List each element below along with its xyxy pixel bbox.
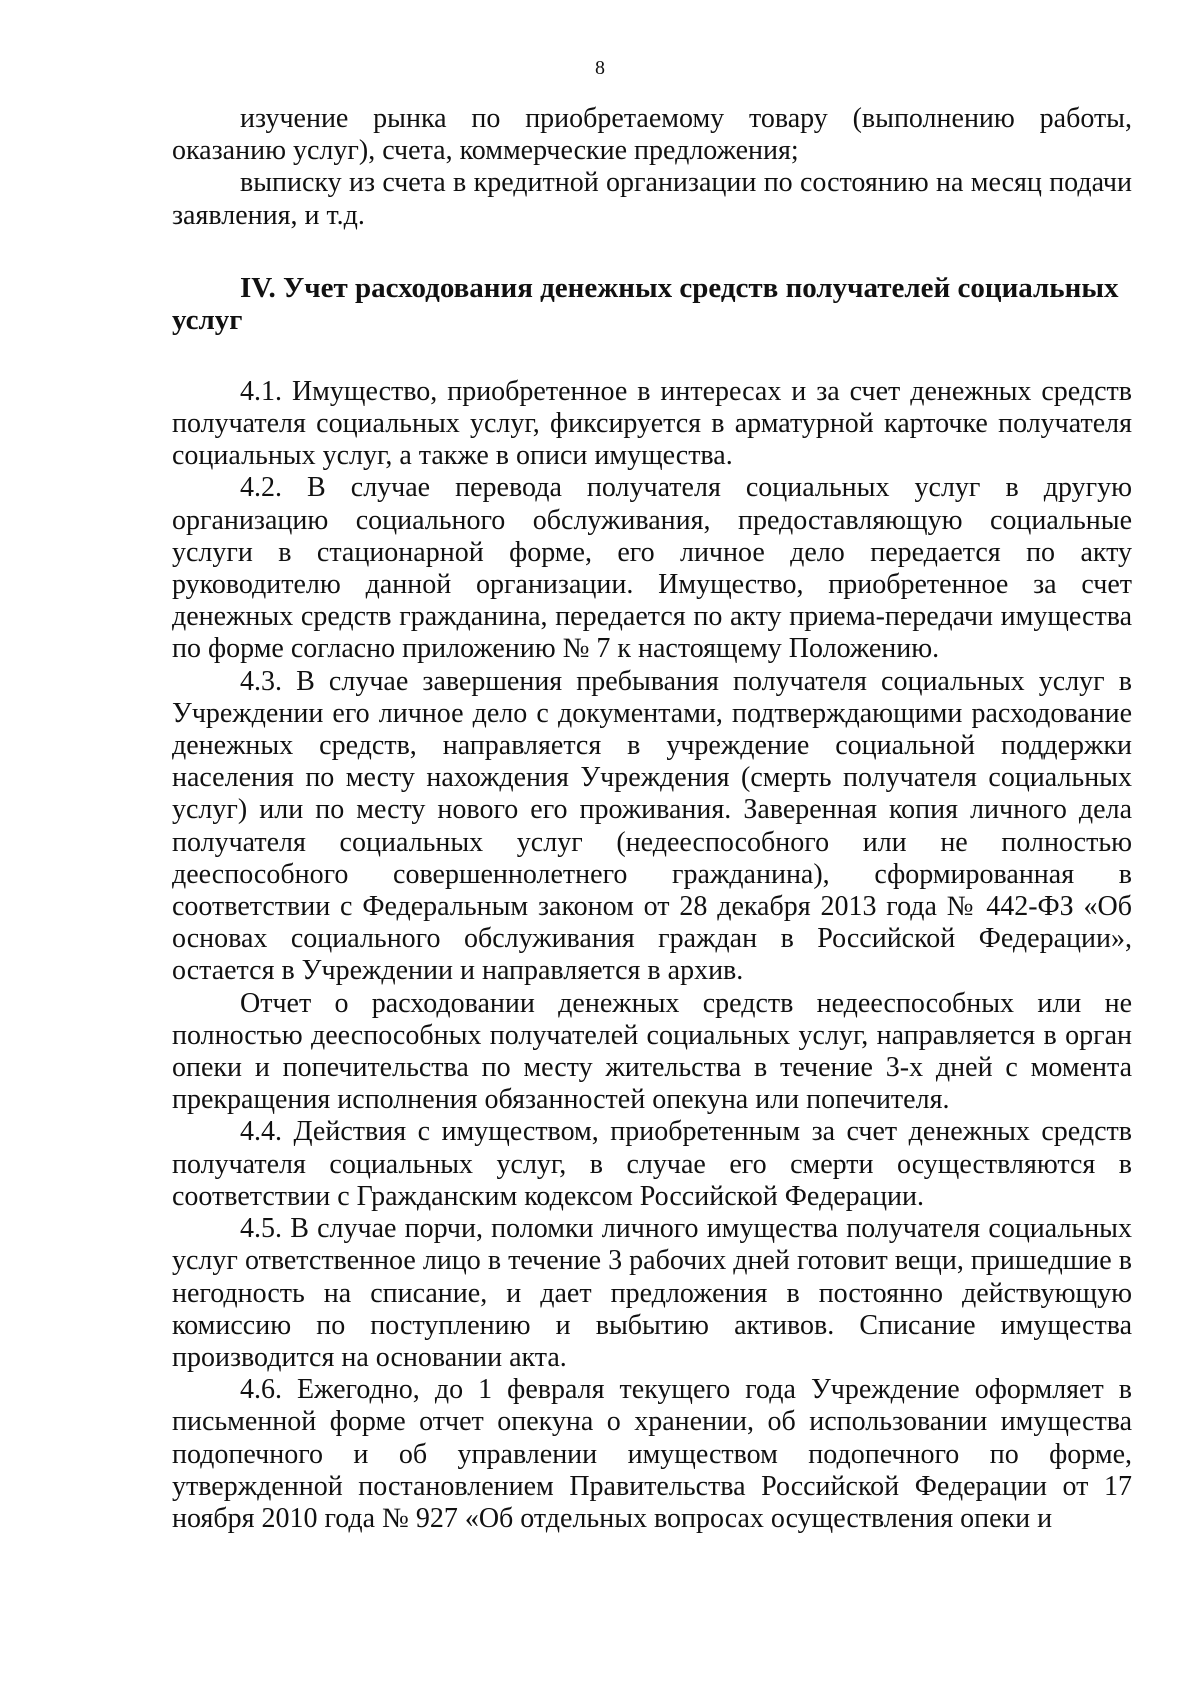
paragraph-4-1: 4.1. Имущество, приобретенное в интересах и за счет денежных средств получателя социальных услуг, фиксируется в арматурной карточке получателя социальных услуг, а также в описи имущества. [172,375,1132,472]
paragraph-4-6: 4.6. Ежегодно, до 1 февраля текущего года Учреждение оформляет в письменной форме отчет опекуна о хранении, об использовании имущества подопечного и об управлении имуществом подопечного по форме, утвержденной постановлением Правительства Российской Федерации от 17 ноября 2010 года № 927 «Об отдельных вопросах осуществления опеки и [172,1374,1132,1534]
intro-paragraph: изучение рынка по приобретаемому товару (выполнению работы, оказанию услуг), счета, коммерческие предложения; [172,103,1132,167]
section-heading: IV. Учет расходования денежных средств получателей социальных услуг [172,271,1119,336]
section-gap [172,336,1132,376]
paragraph-4-4: 4.4. Действия с имуществом, приобретенным за счет денежных средств получателя социальных услуг, в случае его смерти осуществляются в соответствии с Гражданским кодексом Российской Федерации. [172,1116,1132,1212]
intro-paragraph: выписку из счета в кредитной организации по состоянию на месяц подачи заявления, и т.д. [172,167,1132,231]
document-body [172,103,1132,1535]
section-gap [172,232,1132,272]
page-number: 8 [595,57,605,79]
paragraph-4-5: 4.5. В случае порчи, поломки личного имущества получателя социальных услуг ответственное лицо в течение 3 рабочих дней готовит вещи, пришедшие в негодность на списание, и дает предложения в постоянно действующую комиссию по поступлению и выбытию активов. Списание имущества производится на основании акта. [172,1213,1132,1373]
paragraph-report: Отчет о расходовании денежных средств недееспособных или не полностью дееспособных получателей социальных услуг, направляется в орган опеки и попечительства по месту жительства в течение 3-х дней с момента прекращения исполнения обязанностей опекуна или попечителя. [172,987,1132,1116]
paragraph-4-2: 4.2. В случае перевода получателя социальных услуг в другую организацию социального обслуживания, предоставляющую социальные услуги в стационарной форме, его личное дело передается по акту руководителю данной организации. Имущество, приобретенное за счет денежных средств гражданина, передается по акту приема-передачи имущества по форме согласно приложению № 7 к настоящему Положению. [172,472,1132,665]
paragraph-4-3: 4.3. В случае завершения пребывания получателя социальных услуг в Учреждении его личное дело с документами, подтверждающими расходование денежных средств, направляется в учреждение социальной поддержки населения по месту нахождения Учреждения (смерть получателя социальных услуг) или по месту нового его проживания. Заверенная копия личного дела получателя социальных услуг (недееспособного или не полностью дееспособного совершеннолетнего гражданина), сформированная в соответствии с Федеральным законом от 28 декабря 2013 года № 442-ФЗ «Об основах социального обслуживания граждан в Российской Федерации», остается в Учреждении и направляется в архив. [172,665,1132,987]
